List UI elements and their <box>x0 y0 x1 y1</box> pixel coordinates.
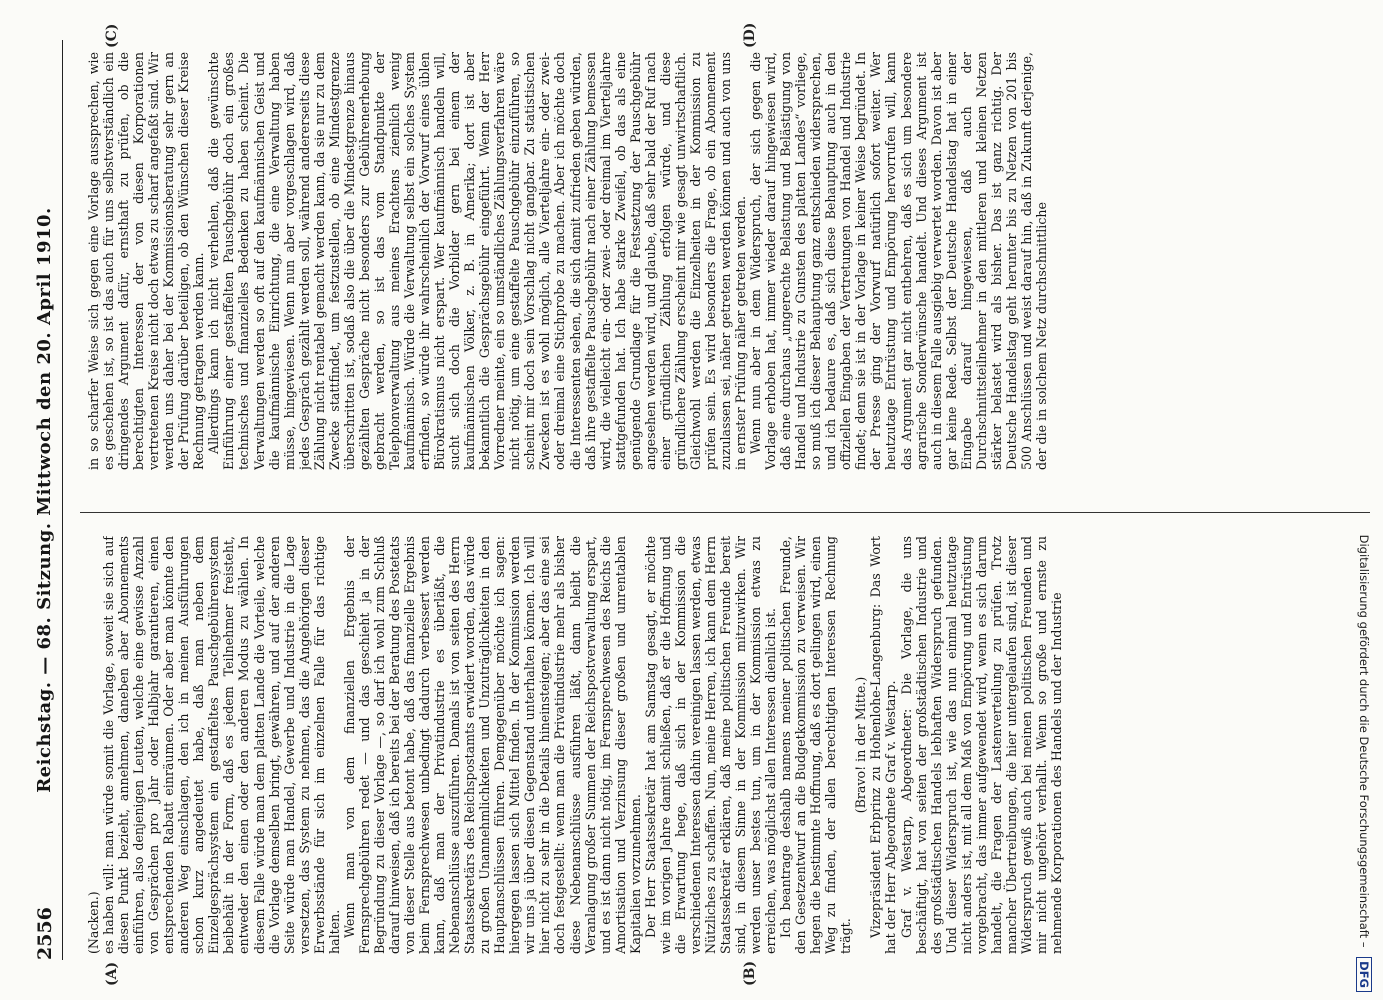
margin-marker-b: (B) <box>742 960 758 986</box>
left-column <box>86 536 1361 954</box>
paragraph: Wenn man von dem finanziellen Ergebnis der Fernsprechgebühren redet — und das geschieht ja in der Begründung zu dieser Vorlage —, so darf ich wohl zum Schluß darauf hinweisen, daß ich bereits bei der Beratung des Postetats von dieser Stelle aus betont habe, daß das finanzielle Ergebnis beim Fernsprechwesen unbedingt dadurch verbessert werden kann, daß man der Privatindustrie es überläßt, die Nebenanschlüsse auszuführen. Damals ist von seiten des Herrn Staatssekretärs des Reichspostamts erwidert worden, das würde zu großen Unannehmlichkeiten und Unzuträglichkeiten in den Hauptanschlüssen führen. Demgegenüber möchte ich sagen: hiergegen lassen sich Mittel finden. In der Kommission werden wir uns ja über diesen Gegenstand unterhalten können. Ich will hier nicht zu sehr in die Details hineinsteigen; aber das eine sei doch festgestellt: wenn man die Privatindustrie mehr als bisher diese Nebenanschlüsse ausführen läßt, dann bleibt die Veranlagung großer Summen der Reichspostverwaltung erspart, und es ist dann nicht nötig, im Fernsprechwesen des Reichs die Amortisation und Verzinsung dieser großen und unrentablen Kapitalien vorzunehmen. <box>341 536 643 954</box>
paragraph: Ich beantrage deshalb namens meiner politischen Freunde, den Gesetzentwurf an die Budgetkommission zu verweisen. Wir hegen die bestimmte Hoffnung, daß es dort gelingen wird, einen Weg zu finden, der allen berechtigten Interessen Rechnung trägt. <box>778 536 854 954</box>
right-column <box>86 52 1361 470</box>
presiding-remark: Vizepräsident Erbprinz zu Hohenlohe-Langenburg: Das Wort hat der Herr Abgeordnete Graf v. Westarp. <box>868 536 899 954</box>
page-number: 2556 <box>34 907 56 960</box>
speaker-note: (Nacken.) <box>86 891 101 954</box>
digitization-watermark <box>1352 8 1372 992</box>
margin-marker-a: (A) <box>104 961 120 986</box>
margin-marker-c: (C) <box>104 23 120 48</box>
paragraph: Der Herr Staatssekretär hat am Samstag gesagt, er möchte wie im vorigen Jahre damit schließen, daß er die Hoffnung und die Erwartung hege, daß sich in der Kommission die verschiedenen Interessen dahin vereinigen lassen werden, etwas Nützliches zu schaffen. Nun, meine Herren, ich kann dem Herrn Staatssekretär erklären, daß meine politischen Freunde bereit sind, in diesem Sinne in der Kommission mitzuwirken. Wir werden unser bestes tun, um in der Kommission etwas zu erreichen, was möglichst allen Interessen dienlich ist. <box>642 536 779 954</box>
page-header <box>10 40 66 960</box>
page-title: Reichstag. — 68. Sitzung. Mittwoch den 20. April 1910. <box>34 207 55 793</box>
paragraph: Allerdings kann ich nicht verhehlen, daß die gewünschte Einführung einer gestaffelten Pauschgebühr doch ein großes technisches und finanzielles Bedenken zu haben scheint. Die Verwaltungen werden so oft auf den kaufmännischen Geist und die kaufmännische Einrichtung, die eine Verwaltung haben müsse, hingewiesen. Wenn nun aber vorgeschlagen wird, daß jedes Gespräch gezählt werden soll, während andererseits diese Zählung nicht rentabel gemacht werden kann, da sie nur zu dem Zwecke stattfindet, um festzustellen, ob eine Mindestgrenze überschritten ist, sodaß also die über die Mindestgrenze hinaus gezählten Gespräche nicht besonders zur Gebührenerhebung gebracht werden, so ist das vom Standpunkte der Telephonverwaltung aus meines Erachtens ziemlich wenig kaufmännisch. Würde die Verwaltung selbst ein solches System erfinden, so würde ihr wahrscheinlich der Vorwurf eines üblen Bürokratismus nicht erspart. Wer kaufmännisch handeln will, sucht sich doch die Vorbilder gern bei einem der kaufmännischen Völker, z. B. in Amerika; dort ist aber bekanntlich die Gesprächsgebühr eingeführt. Wenn der Herr Vorredner meinte, ein so umständliches Zählungsverfahren wäre nicht nötig, um eine gestaffelte Pauschgebühr einzuführen, so scheint mir doch sein Vorschlag nicht gangbar. Zu statistischen Zwecken ist es wohl möglich, alle Vierteljahre ein- oder zwei- oder dreimal eine Stichprobe zu machen. Aber ich möchte doch die Interessenten sehen, die sich damit zufrieden geben würden, daß ihre gestaffelte Pauschgebühr nach einer Zählung bemessen wird, die vielleicht ein- oder zwei- oder dreimal im Vierteljahre stattgefunden hat. Ich habe starke Zweifel, ob das als eine genügende Grundlage für die Festsetzung der Pauschgebühr angesehen werden wird, und glaube, daß sehr bald der Ruf nach einer gründlichen Zählung erfolgen würde, und diese gründlichere Zählung erscheint mir wie gesagt unwirtschaftlich. Gleichwohl werden die Einzelheiten in der Kommission zu prüfen sein. Es wird besonders die Frage, ob ein Abonnement zuzulassen sei, näher getreten werden können und auch von uns in ernster Prüfung näher getreten werden. <box>206 52 749 470</box>
watermark-text: Digitalisierung gefördert durch die Deutsche Forschungsgemeinschaft – <box>1357 534 1371 948</box>
margin-marker-d: (D) <box>742 22 758 48</box>
dfg-logo: DFG <box>1356 957 1372 992</box>
paragraph: in so scharfer Weise sich gegen eine Vorlage aussprechen, wie es geschehen ist, so ist das auch für uns selbstverständlich ein dringendes Argument dafür, ernsthaft zu prüfen, ob die berechtigten Interessen der von diesen Korporationen vertretenen Kreise nicht doch etwas zu scharf angefaßt sind. Wir werden uns daher bei der Kommissionsberatung sehr gern an der Prüfung darüber beteiligen, ob den Wünschen dieser Kreise Rechnung getragen werden kann. <box>86 52 207 470</box>
header-rule <box>62 40 63 960</box>
paragraph: Wenn nun aber in dem Widerspruch, der sich gegen die Vorlage erhoben hat, immer wieder darauf hingewiesen wird, daß eine durchaus „ungerechte Belastung und Belästigung von Handel und Industrie zu Gunsten des platten Landes“ vorliege, so muß ich dieser Behauptung ganz entschieden widersprechen, und ich bedaure es, daß sich diese Behauptung auch in den offiziellen Eingaben der Vertretungen von Handel und Industrie findet; denn sie ist in der Vorlage in keiner Weise begründet. In der Presse ging der Vorwurf natürlich sofort weiter. Wer heutzutage Entrüstung und Empörung hervorrufen will, kann das Argument gar nicht entbehren, daß es sich um besondere agrarische Sonderwünsche handelt. Und dieses Argument ist auch in diesem Falle ausgiebig verwertet worden. Davon ist aber gar keine Rede. Selbst der Deutsche Handelstag hat in einer Eingabe darauf hingewiesen, daß auch der Durchschnittsteilnehmer in den mittleren und kleinen Netzen stärker belastet wird als bisher. Das ist ganz richtig. Der Deutsche Handelstag geht herunter bis zu Netzen von 201 bis 500 Anschlüssen und weist darauf hin, daß in Zukunft derjenige, der die in solchem Netz durchschnittliche <box>748 52 1049 470</box>
column-separator <box>80 512 1370 513</box>
paragraph: Graf v. Westarp, Abgeordneter: Die Vorlage, die uns beschäftigt, hat von seiten der großstädtischen Industrie und des großstädtischen Handels lebhaften Widerspruch gefunden. Und dieser Widerspruch ist, wie das nun einmal heutzutage nicht anders ist, mit all dem Maß von Empörung und Entrüstung vorgebracht, das immer aufgewendet wird, wenn es sich darum handelt, die Fragen der Lastenverteilung zu prüfen. Trotz mancher Übertreibungen, die hier untergelaufen sind, ist dieser Widerspruch gewiß auch bei meinen politischen Freunden und mir nicht ungehört verhallt. Wenn so große und ernste zu nehmende Korporationen des Handels und der Industrie <box>898 536 1064 954</box>
applause-note: (Bravo! in der Mitte.) <box>853 676 869 814</box>
paragraph: es haben will: man würde somit die Vorlage, soweit sie sich auf diesen Punkt bezieht, annehmen, daneben aber Abonnements einführen, also denjenigen Leuten, welche eine gewisse Anzahl von Gesprächen pro Jahr oder Halbjahr garantieren, einen entsprechenden Rabatt einräumen. Oder aber man könnte den anderen Weg einschlagen, den ich in meinen Ausführungen schon kurz angedeutet habe, daß man neben dem Einzelgesprächsystem ein gestaffeltes Pauschgebührensystem beibehält in der Form, daß es jedem Teilnehmer freisteht, entweder den einen oder den anderen Modus zu wählen. In diesem Falle würde man dem platten Lande die Vorteile, welche die Vorlage demselben bringt, gewähren, und auf der anderen Seite würde man Handel, Gewerbe und Industrie in die Lage versetzen, das System zu nehmen, das die Angehörigen dieser Erwerbsstände für sich im einzelnen Falle für das richtige halten. <box>101 536 342 954</box>
